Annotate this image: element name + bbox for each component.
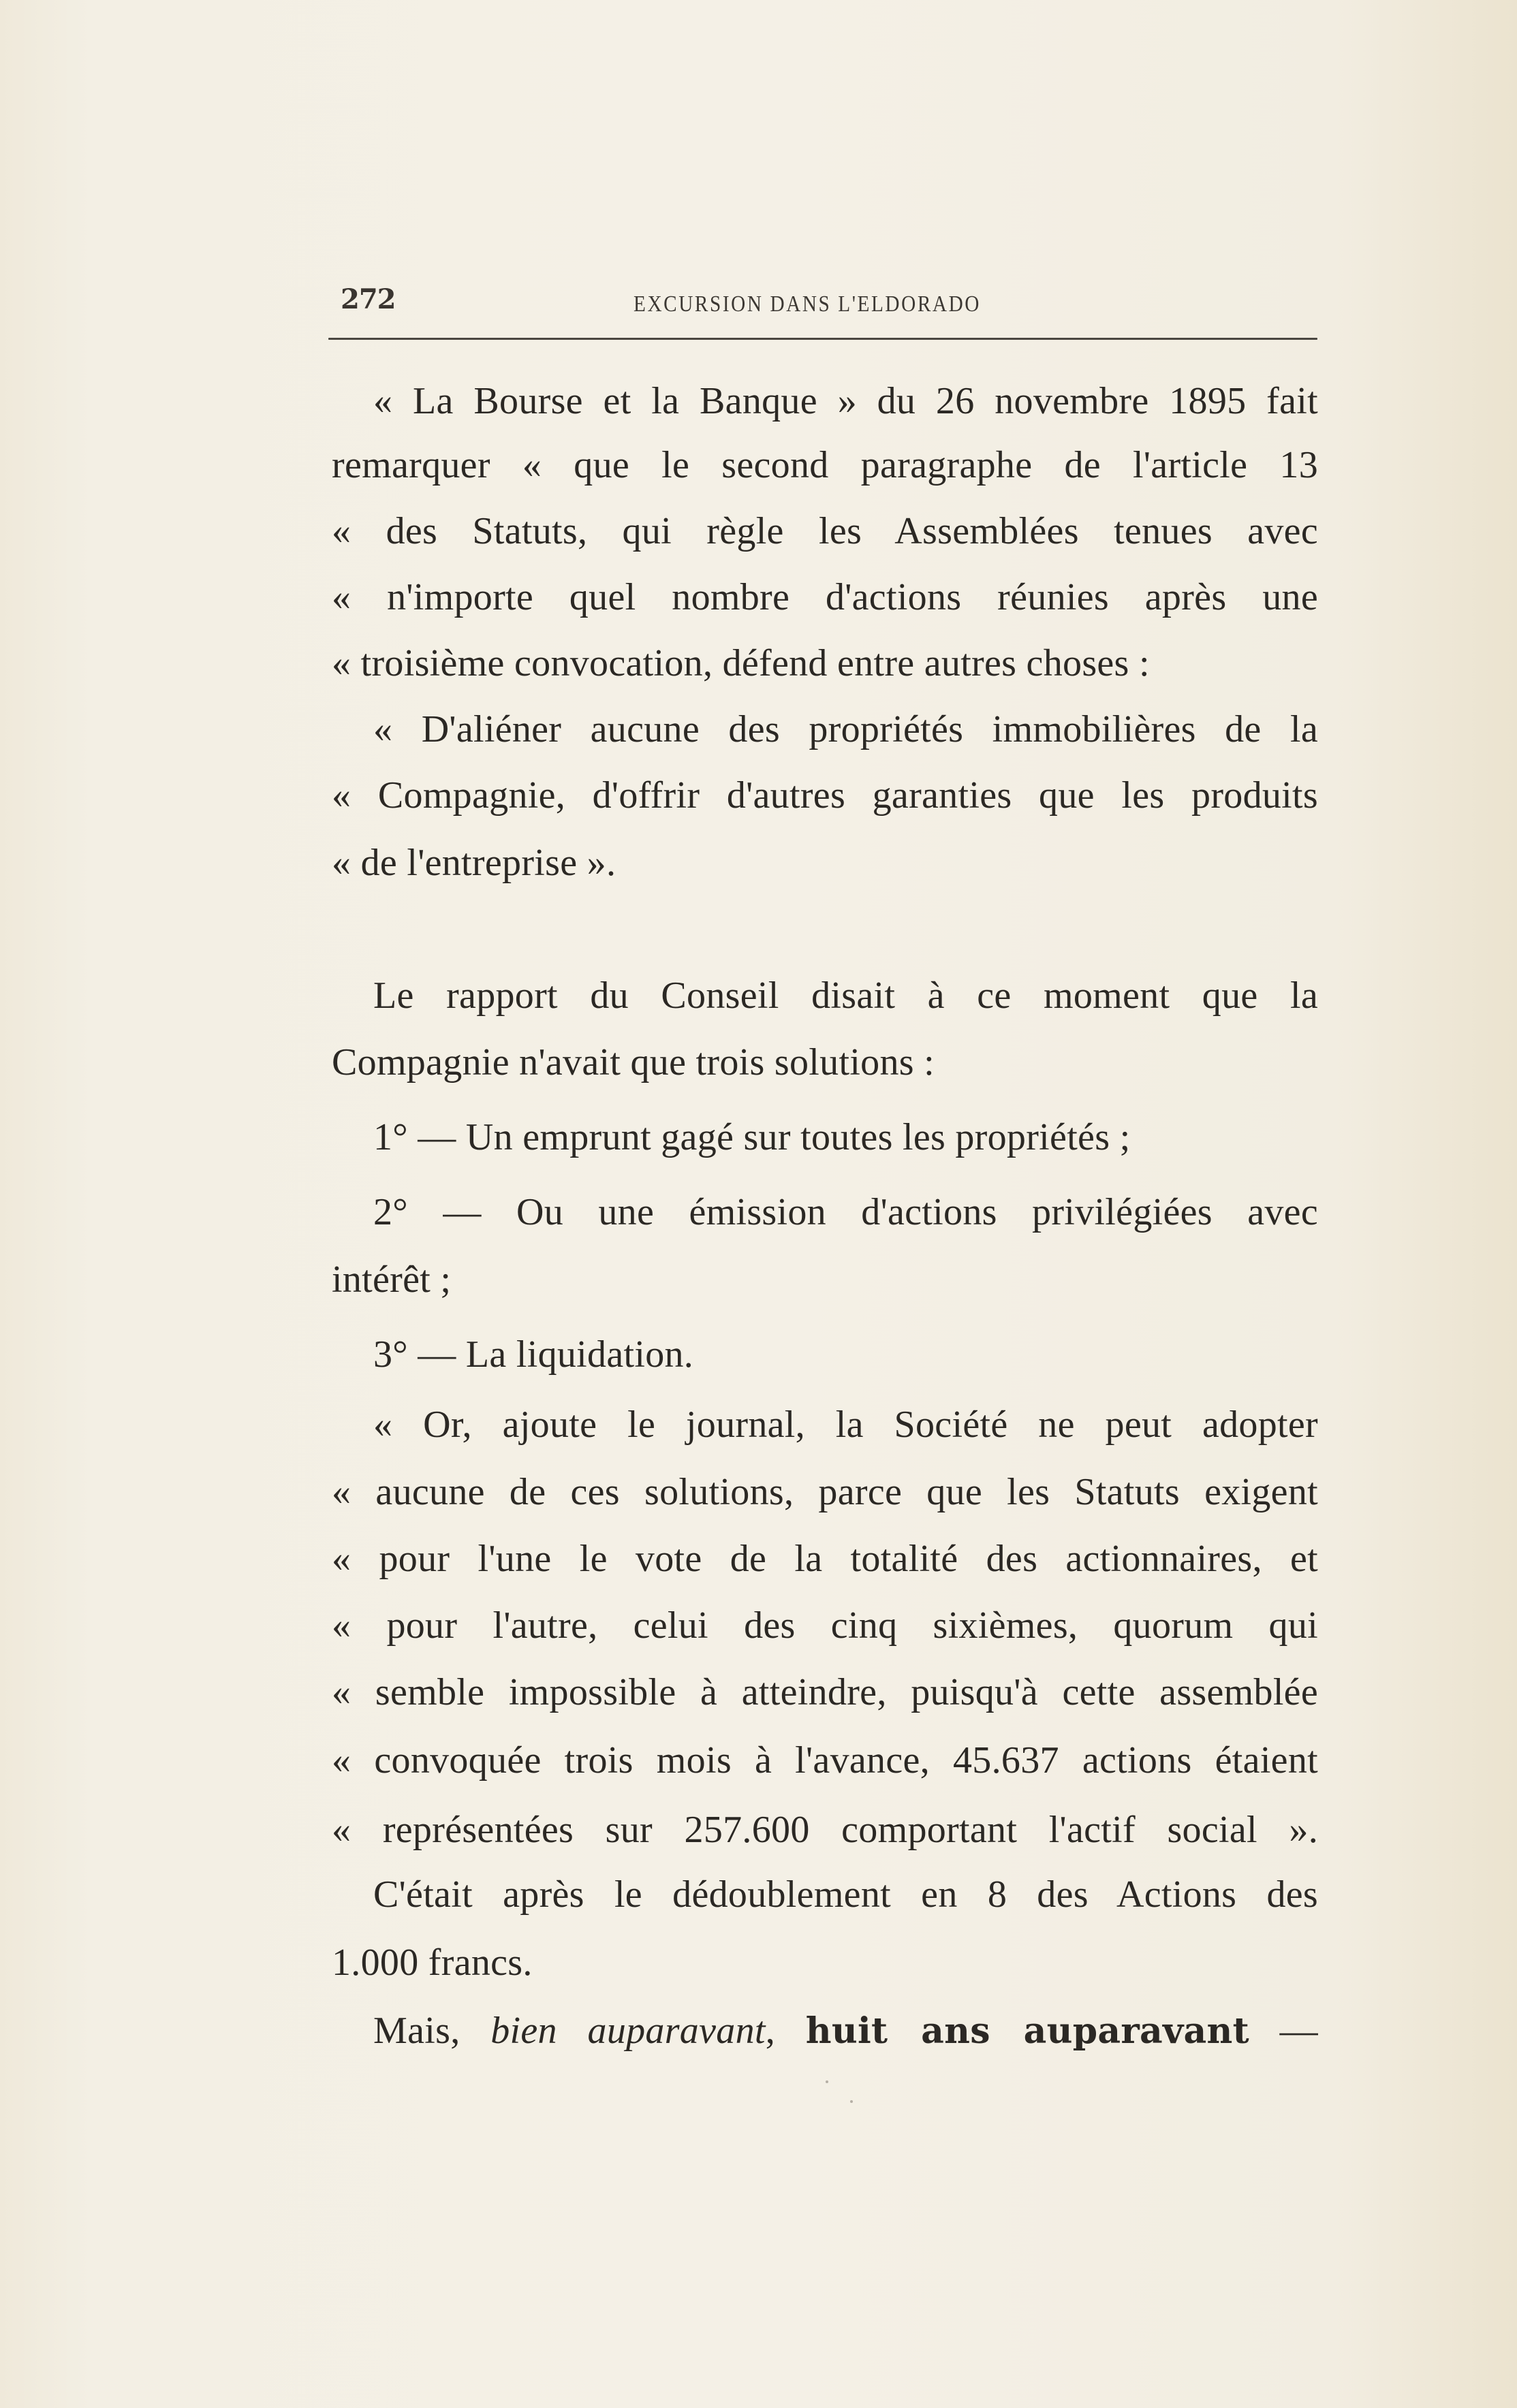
- text-line: « Compagnie, d'offrir d'autres garanties que les produits: [332, 774, 1318, 817]
- text-line: « Or, ajoute le journal, la Société ne peut adopter: [373, 1404, 1318, 1446]
- text-line: 1.000 francs.: [332, 1942, 533, 1984]
- text-line: « n'importe quel nombre d'actions réunies après une: [332, 576, 1318, 618]
- text-line-emphasis: [373, 2012, 1318, 2053]
- list-item: 2° — Ou une émission d'actions privilégiées avec: [373, 1191, 1318, 1233]
- text-line: « représentées sur 257.600 comportant l'actif social ».: [332, 1809, 1318, 1851]
- text-line: « semble impossible à atteindre, puisqu'à cette assemblée: [332, 1671, 1318, 1713]
- text-line: « aucune de ces solutions, parce que les Statuts exigent: [332, 1471, 1318, 1513]
- text-line: Compagnie n'avait que trois solutions :: [332, 1041, 935, 1083]
- list-item: 1° — Un emprunt gagé sur toutes les propriétés ;: [373, 1116, 1131, 1158]
- list-item: 3° — La liquidation.: [373, 1333, 694, 1376]
- text-line: « pour l'autre, celui des cinq sixièmes, quorum qui: [332, 1604, 1318, 1647]
- bold-text: huit ans auparavant: [805, 2010, 1249, 2052]
- text-line: « troisième convocation, défend entre autres choses :: [332, 642, 1150, 684]
- text-line: C'était après le dédoublement en 8 des Actions des: [373, 1873, 1318, 1916]
- text-line: « La Bourse et la Banque » du 26 novembre 1895 fait: [373, 380, 1318, 422]
- text-line: remarquer « que le second paragraphe de l'article 13: [332, 444, 1318, 486]
- page-number: 272: [341, 283, 396, 315]
- text-line: intérêt ;: [332, 1258, 452, 1301]
- text-line: « de l'entreprise ».: [332, 842, 616, 884]
- header-rule: [328, 338, 1317, 340]
- paper-speck: [850, 2100, 853, 2103]
- text-line: « convoquée trois mois à l'avance, 45.637 actions étaient: [332, 1739, 1318, 1781]
- text-lead: Mais,: [373, 2010, 491, 2052]
- italic-text: bien auparavant: [490, 2010, 766, 2052]
- text-line: « pour l'une le vote de la totalité des actionnaires, et: [332, 1538, 1318, 1580]
- text-tail: —: [1249, 2010, 1318, 2052]
- text-line: Le rapport du Conseil disait à ce moment que la: [373, 975, 1318, 1017]
- text-line: « des Statuts, qui règle les Assemblées tenues avec: [332, 510, 1318, 552]
- text-line: « D'aliéner aucune des propriétés immobilières de la: [373, 708, 1318, 750]
- running-title: EXCURSION DANS L'ELDORADO: [634, 291, 982, 317]
- text-comma: ,: [765, 2010, 806, 2052]
- paper-speck: [826, 2080, 828, 2083]
